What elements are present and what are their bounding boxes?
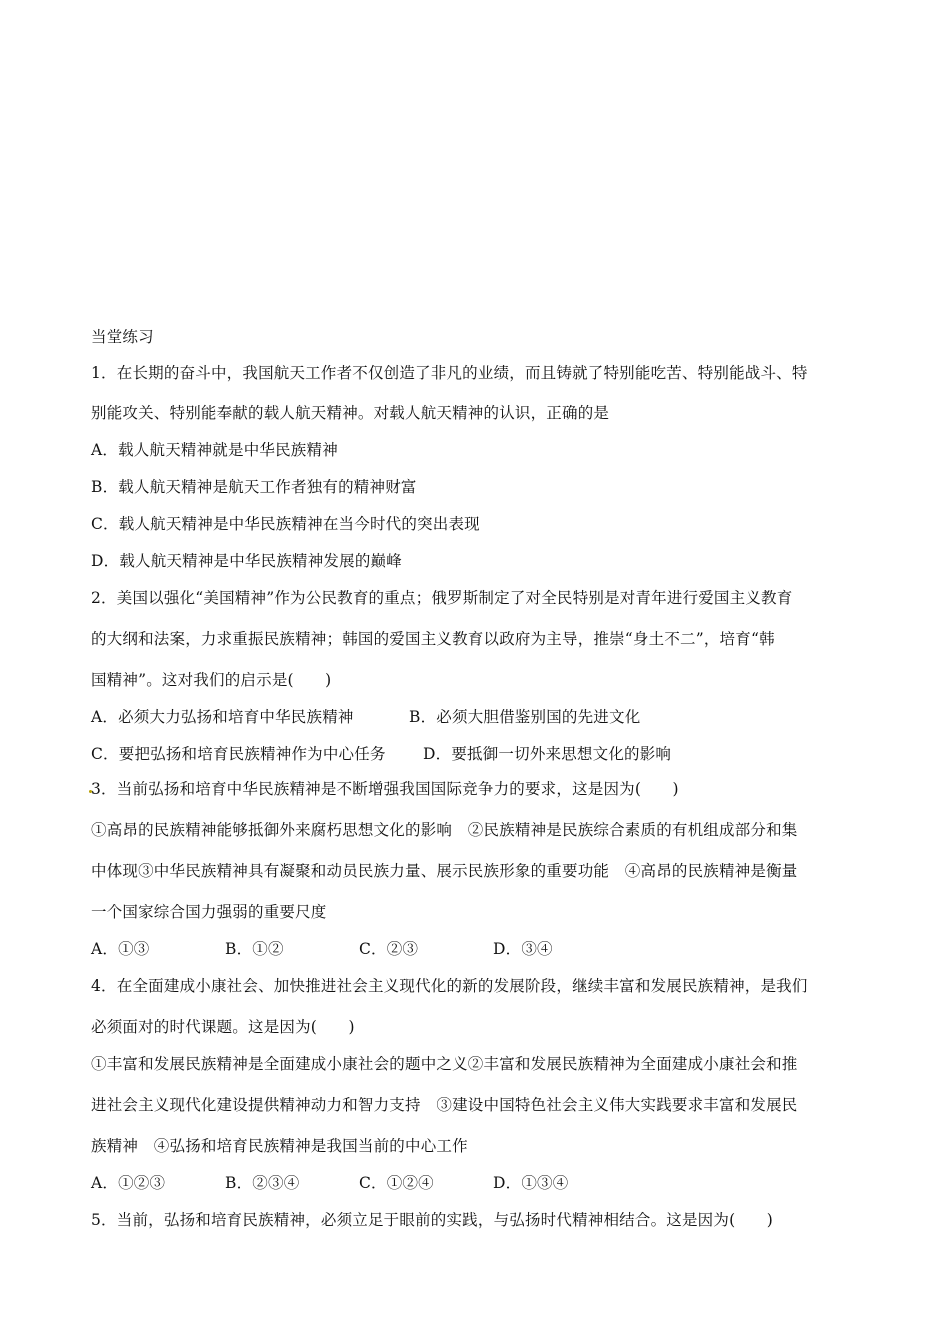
q2-option-d: D．要抵御一切外来思想文化的影响	[423, 745, 672, 763]
q2-option-a: A．必须大力弘扬和培育中华民族精神	[91, 708, 354, 726]
q4-number: 4．	[91, 977, 117, 995]
q2-stem-line-3: 国精神”。这对我们的启示是( )	[91, 671, 332, 689]
q2-option-b: B．必须大胆借鉴别国的先进文化	[409, 708, 641, 726]
q2-stem-line-1: 2．美国以强化“美国精神”作为公民教育的重点；俄罗斯制定了对全民特别是对青年进行爱国主义教育	[91, 589, 793, 607]
q4-statement-line-1: ①丰富和发展民族精神是全面建成小康社会的题中之义②丰富和发展民族精神为全面建成小康社会和推	[91, 1055, 798, 1073]
q1-option-d: D．载人航天精神是中华民族精神发展的巅峰	[91, 552, 402, 570]
q1-stem-line-1: 1．在长期的奋斗中，我国航天工作者不仅创造了非凡的业绩，而且铸就了特别能吃苦、特别能战斗、特	[91, 364, 808, 382]
q3-option-b: B．①②	[225, 940, 284, 958]
q3-options-row	[91, 939, 553, 959]
section-title: 当堂练习	[91, 328, 154, 346]
q1-option-b: B．载人航天精神是航天工作者独有的精神财富	[91, 478, 417, 496]
q1-stem-line-2: 别能攻关、特别能奉献的载人航天精神。对载人航天精神的认识，正确的是	[91, 404, 610, 422]
q2-options-row-2	[91, 744, 671, 764]
q3-number: 3．	[91, 780, 117, 798]
q1-option-c: C．载人航天精神是中华民族精神在当今时代的突出表现	[91, 515, 480, 533]
q3-option-c: C．②③	[359, 940, 419, 958]
q4-option-a: A．①②③	[91, 1174, 166, 1192]
q3-statement-line-1: ①高昂的民族精神能够抵御外来腐朽思想文化的影响 ②民族精神是民族综合素质的有机组成部分和集	[91, 821, 798, 839]
q2-option-c: C．要把弘扬和培育民族精神作为中心任务	[91, 745, 386, 763]
q4-option-b: B．②③④	[225, 1174, 300, 1192]
q4-stem-line-1: 4．在全面建成小康社会、加快推进社会主义现代化的新的发展阶段，继续丰富和发展民族精神，是我们	[91, 977, 808, 995]
q4-option-c: C．①②④	[359, 1174, 434, 1192]
q3-statement-line-2: 中体现③中华民族精神具有凝聚和动员民族力量、展示民族形象的重要功能 ④高昂的民族精神是衡量	[91, 862, 798, 880]
q4-options-row	[91, 1173, 568, 1193]
q4-option-d: D．①③④	[493, 1174, 569, 1192]
q3-stem-line-1: 3．当前弘扬和培育中华民族精神是不断增强我国国际竞争力的要求，这是因为( )	[91, 780, 679, 798]
q5-stem-line-1: 5．当前，弘扬和培育民族精神，必须立足于眼前的实践，与弘扬时代精神相结合。这是因为( )	[91, 1211, 773, 1229]
q3-option-d: D．③④	[493, 940, 553, 958]
q3-option-a: A．①③	[91, 940, 150, 958]
q2-number: 2．	[91, 589, 117, 607]
q4-statement-line-3: 族精神 ④弘扬和培育民族精神是我国当前的中心工作	[91, 1137, 468, 1155]
q2-stem-line-2: 的大纲和法案，力求重振民族精神；韩国的爱国主义教育以政府为主导，推崇“身土不二”，培育“韩	[91, 630, 775, 648]
q4-statement-line-2: 进社会主义现代化建设提供精神动力和智力支持 ③建设中国特色社会主义伟大实践要求丰富和发展民	[91, 1096, 798, 1114]
q4-stem-line-2: 必须面对的时代课题。这是因为( )	[91, 1018, 355, 1036]
q1-number: 1．	[91, 364, 117, 382]
q5-number: 5．	[91, 1211, 117, 1229]
q1-option-a: A．载人航天精神就是中华民族精神	[91, 441, 338, 459]
q3-statement-line-3: 一个国家综合国力强弱的重要尺度	[91, 903, 327, 921]
q2-options-row-1	[91, 707, 640, 727]
